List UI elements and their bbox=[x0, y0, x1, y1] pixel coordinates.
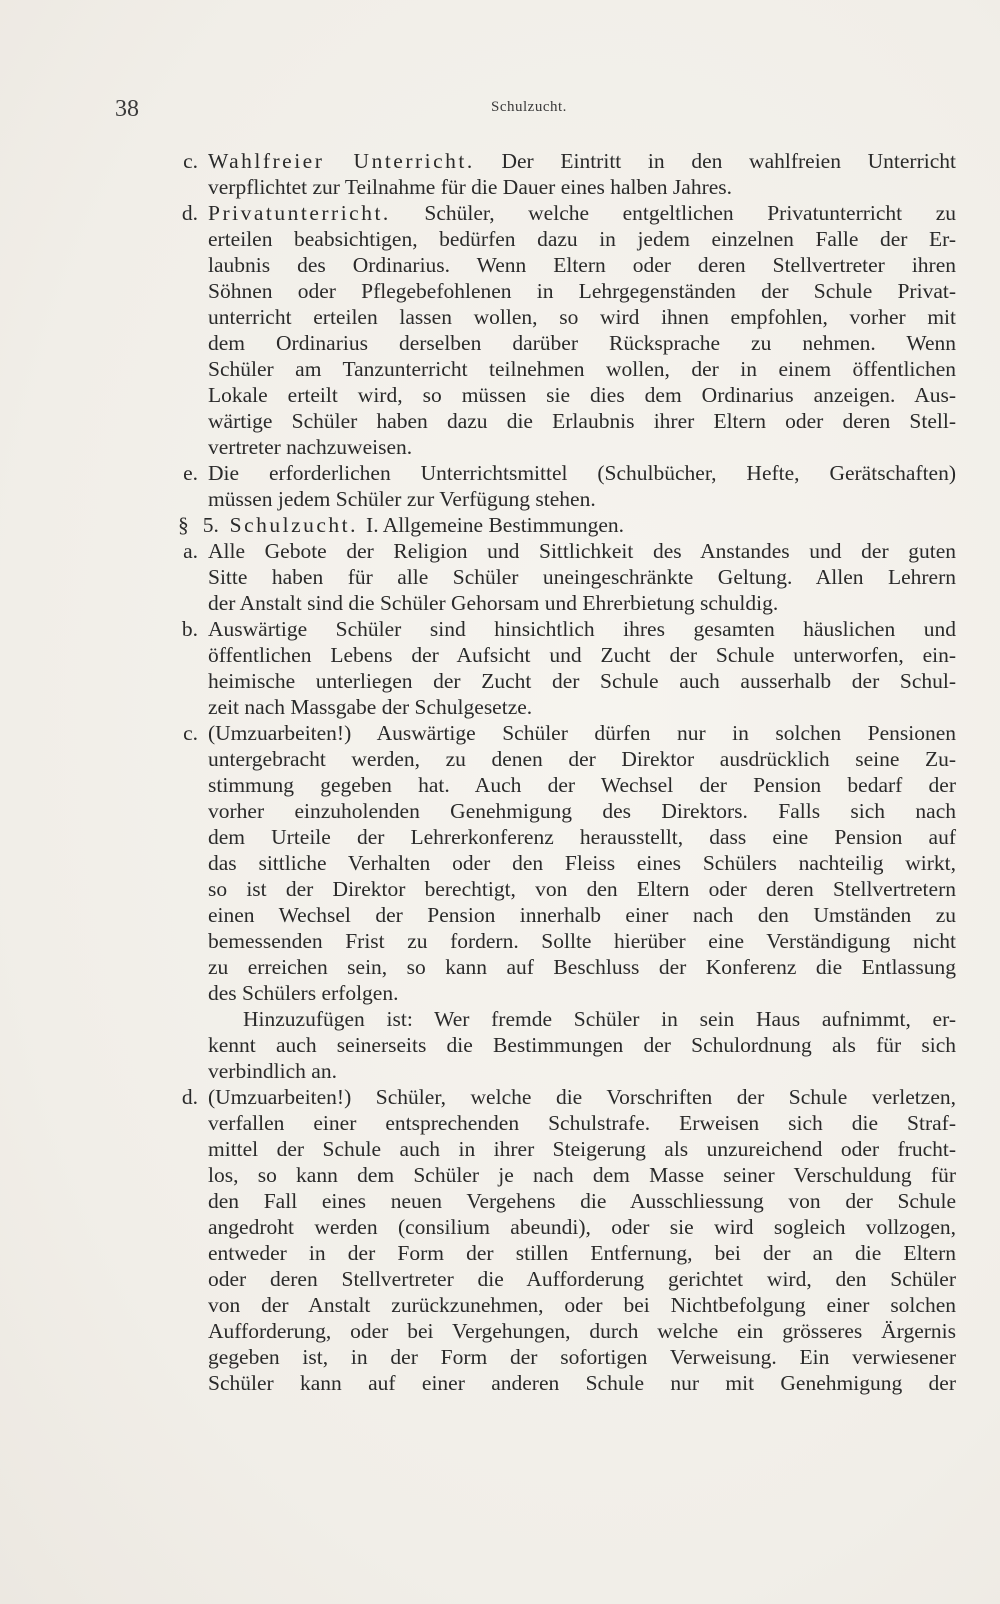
item-marker-d2: d. bbox=[181, 1085, 198, 1109]
text-line: wärtige Schüler haben dazu die Erlaubnis ihrer Eltern oder deren Stell- bbox=[208, 409, 956, 433]
text-line: mittel der Schule auch in ihrer Steigerung als unzureichend oder frucht- bbox=[208, 1137, 956, 1161]
text-span: Schüler, welche entgeltlichen Privatunterricht zu bbox=[424, 201, 956, 225]
text-line: verfallen einer entsprechenden Schulstrafe. Erweisen sich die Straf- bbox=[208, 1111, 956, 1135]
text-line: (Umzuarbeiten!) Schüler, welche die Vorschriften der Schule verletzen, bbox=[208, 1085, 956, 1109]
text-line: müssen jedem Schüler zur Verfügung stehen. bbox=[208, 487, 596, 511]
text-line: zeit nach Massgabe der Schulgesetze. bbox=[208, 695, 533, 719]
section-symbol: § bbox=[178, 513, 189, 537]
section-subtitle: I. Allgemeine Bestimmungen. bbox=[366, 513, 625, 537]
text-line: kennt auch seinerseits die Bestimmungen der Schulordnung als für sich bbox=[208, 1033, 956, 1057]
running-head: Schulzucht. bbox=[491, 99, 567, 115]
text-line: heimische unterliegen der Zucht der Schule auch ausserhalb der Schul- bbox=[208, 669, 956, 693]
text-line bbox=[208, 200, 956, 226]
text-line: gegeben ist, in der Form der sofortigen Verweisung. Ein verwiesener bbox=[208, 1345, 956, 1369]
text-line: öffentlichen Lebens der Aufsicht und Zucht der Schule unterworfen, ein- bbox=[208, 643, 956, 667]
text-line: Aufforderung, oder bei Vergehungen, durch welche ein grösseres Ärgernis bbox=[208, 1319, 956, 1343]
text-line: erteilen beabsichtigen, bedürfen dazu in jedem einzelnen Falle der Er- bbox=[208, 227, 956, 251]
text-line: dem Urteile der Lehrerkonferenz herausstellt, dass eine Pension auf bbox=[208, 825, 956, 849]
item-marker-a: a. bbox=[183, 539, 198, 563]
text-span: Der Eintritt in den wahlfreien Unterricht bbox=[501, 149, 956, 173]
text-line: vertreter nachzuweisen. bbox=[208, 435, 413, 459]
item-marker-c2: c. bbox=[183, 721, 198, 745]
text-line: vorher einzuholenden Genehmigung des Direktors. Falls sich nach bbox=[208, 799, 956, 823]
text-line: Söhnen oder Pflegebefohlenen in Lehrgegenständen der Schule Privat- bbox=[208, 279, 956, 303]
text-line: verpflichtet zur Teilnahme für die Dauer eines halben Jahres. bbox=[208, 175, 733, 199]
section-heading bbox=[178, 512, 624, 538]
text-line: Schüler kann auf einer anderen Schule nur mit Genehmigung der bbox=[208, 1371, 956, 1395]
page-number: 38 bbox=[115, 96, 139, 122]
text-line: entweder in der Form der stillen Entfernung, bei der an die Eltern bbox=[208, 1241, 956, 1265]
text-line: unterricht erteilen lassen wollen, so wird ihnen empfohlen, vorher mit bbox=[208, 305, 956, 329]
item-marker-b: b. bbox=[181, 617, 198, 641]
text-line: los, so kann dem Schüler je nach dem Masse seiner Verschuldung für bbox=[208, 1163, 956, 1187]
text-line: den Fall eines neuen Vergehens die Ausschliessung von der Schule bbox=[208, 1189, 956, 1213]
item-heading: Wahlfreier Unterricht. bbox=[208, 149, 475, 173]
text-line: dem Ordinarius derselben darüber Rücksprache zu nehmen. Wenn bbox=[208, 331, 956, 355]
text-line: Alle Gebote der Religion und Sittlichkeit des Anstandes und der guten bbox=[208, 539, 956, 563]
text-line: verbindlich an. bbox=[208, 1059, 337, 1083]
text-line: Auswärtige Schüler sind hinsichtlich ihres gesamten häuslichen und bbox=[208, 617, 956, 641]
text-line: das sittliche Verhalten oder den Fleiss eines Schülers nachteilig wirkt, bbox=[208, 851, 956, 875]
text-line: des Schülers erfolgen. bbox=[208, 981, 399, 1005]
text-line bbox=[208, 148, 956, 174]
text-line: (Umzuarbeiten!) Auswärtige Schüler dürfen nur in solchen Pensionen bbox=[208, 721, 956, 745]
item-marker-e: e. bbox=[183, 461, 198, 485]
section-title: Schulzucht. bbox=[229, 513, 359, 537]
text-line: so ist der Direktor berechtigt, von den Eltern oder deren Stellvertretern bbox=[208, 877, 956, 901]
text-line: zu erreichen sein, so kann auf Beschluss der Konferenz die Entlassung bbox=[208, 955, 956, 979]
text-line: von der Anstalt zurückzunehmen, oder bei Nichtbefolgung einer solchen bbox=[208, 1293, 956, 1317]
text-line: untergebracht werden, zu denen der Direktor ausdrücklich seine Zu- bbox=[208, 747, 956, 771]
text-line: Lokale erteilt wird, so müssen sie dies dem Ordinarius anzeigen. Aus- bbox=[208, 383, 956, 407]
text-line: stimmung gegeben hat. Auch der Wechsel der Pension bedarf der bbox=[208, 773, 956, 797]
section-number: 5. bbox=[202, 513, 219, 537]
text-line: bemessenden Frist zu fordern. Sollte hierüber eine Verständigung nicht bbox=[208, 929, 956, 953]
item-marker-c: c. bbox=[183, 149, 198, 173]
text-line: einen Wechsel der Pension innerhalb einer nach den Umständen zu bbox=[208, 903, 956, 927]
text-line: Hinzuzufügen ist: Wer fremde Schüler in sein Haus aufnimmt, er- bbox=[243, 1007, 956, 1031]
text-line: der Anstalt sind die Schüler Gehorsam und Ehrerbietung schuldig. bbox=[208, 591, 779, 615]
text-line: Sitte haben für alle Schüler uneingeschränkte Geltung. Allen Lehrern bbox=[208, 565, 956, 589]
item-heading: Privatunterricht. bbox=[208, 201, 391, 225]
item-marker-d: d. bbox=[181, 201, 198, 225]
text-line: oder deren Stellvertreter die Aufforderung gerichtet wird, den Schüler bbox=[208, 1267, 956, 1291]
text-line: Schüler am Tanzunterricht teilnehmen wollen, der in einem öffentlichen bbox=[208, 357, 956, 381]
text-line: Die erforderlichen Unterrichtsmittel (Schulbücher, Hefte, Gerätschaften) bbox=[208, 461, 956, 485]
text-line: angedroht werden (consilium abeundi), oder sie wird sogleich vollzogen, bbox=[208, 1215, 956, 1239]
text-line: laubnis des Ordinarius. Wenn Eltern oder deren Stellvertreter ihren bbox=[208, 253, 956, 277]
